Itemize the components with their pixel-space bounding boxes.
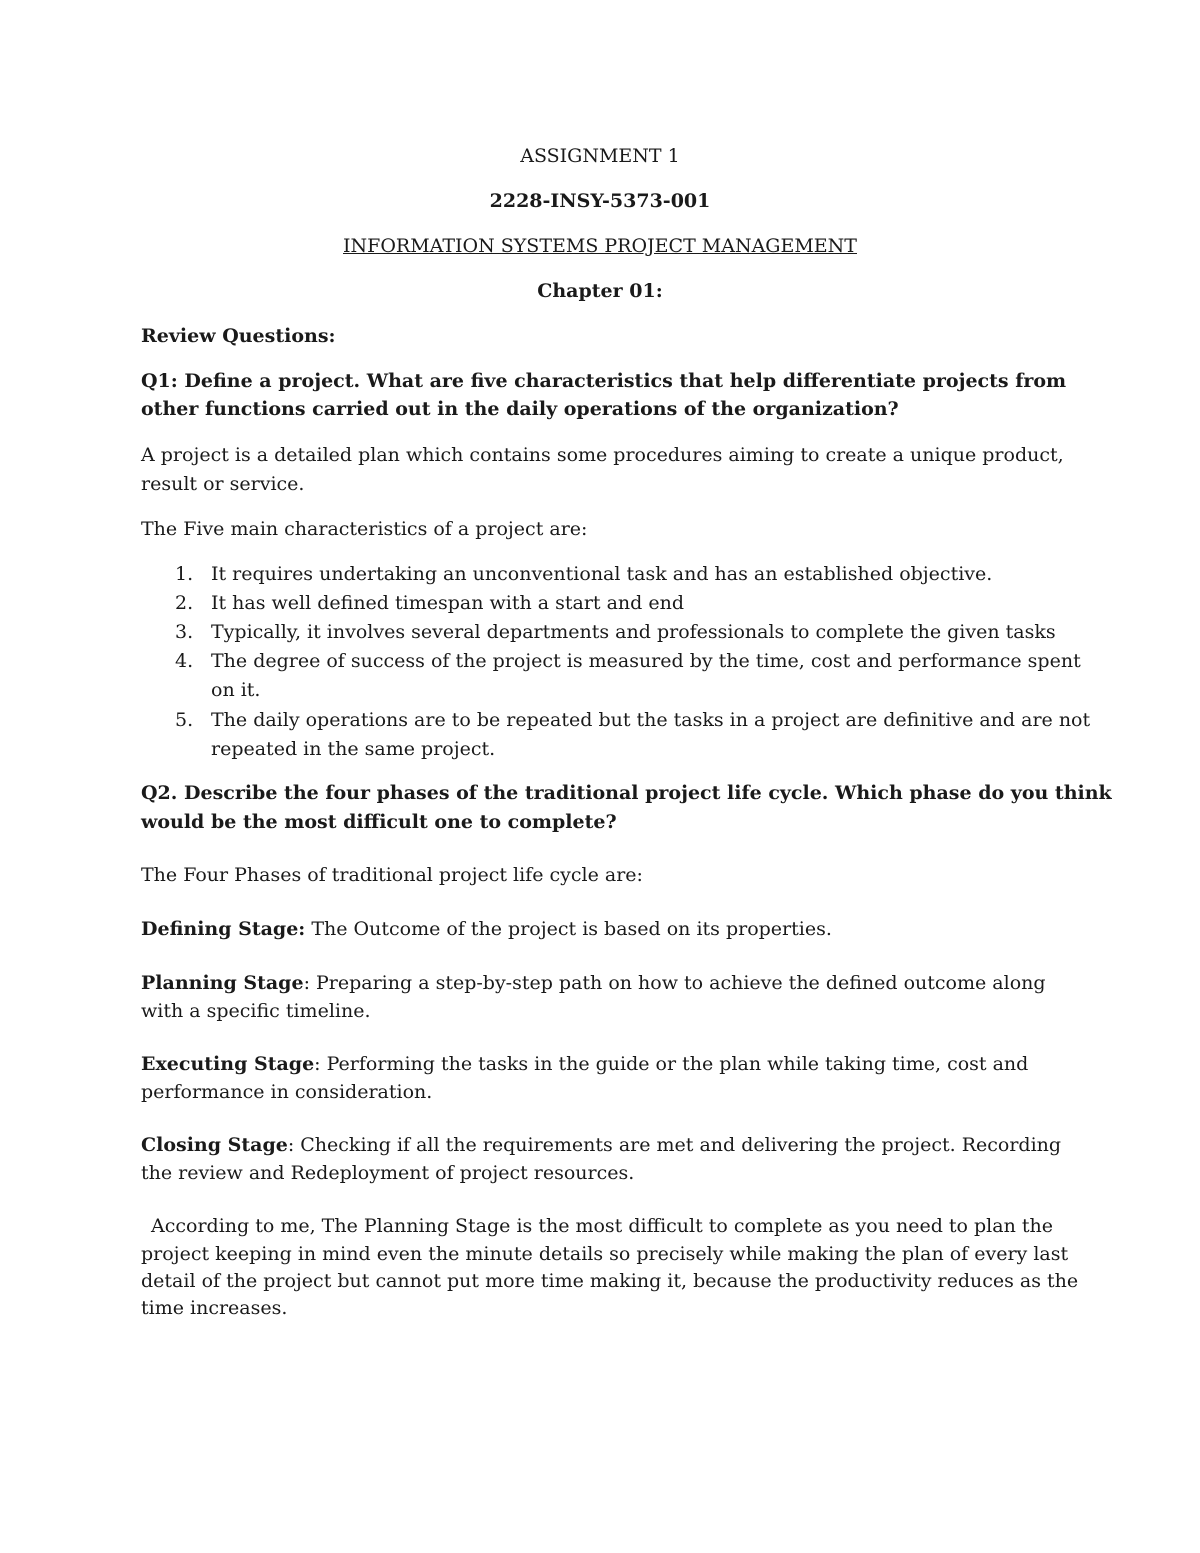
stage-description-continued: the review and Redeployment of project resources. (141, 1162, 635, 1184)
conclusion-line-2: project keeping in mind even the minute details so precisely while making the plan of every last (141, 1243, 1069, 1265)
stage-term: Executing Stage (141, 1053, 315, 1075)
list-item-text: It has well defined timespan with a start and end (211, 592, 684, 614)
assignment-title: ASSIGNMENT 1 (520, 145, 680, 167)
stage-description-continued: performance in consideration. (141, 1081, 433, 1103)
q1-question-line-2: other functions carried out in the daily operations of the organization? (141, 398, 899, 420)
list-item-text: The daily operations are to be repeated but the tasks in a project are definitive and are not (211, 709, 1091, 731)
stage-term: Defining Stage: (141, 918, 306, 940)
q1-answer-line-1: A project is a detailed plan which contains some procedures aiming to create a unique product, (141, 444, 1064, 466)
q2-question-line-2: would be the most difficult one to complete? (141, 811, 617, 833)
stage-executing (141, 1050, 1028, 1078)
course-code: 2228-INSY-5373-001 (489, 190, 711, 212)
q2-question-line-1: Q2. Describe the four phases of the traditional project life cycle. Which phase do you think (141, 782, 1112, 804)
q1-characteristics-intro: The Five main characteristics of a project are: (141, 518, 588, 540)
list-item-number: 4. (175, 650, 194, 672)
q1-question-line-1: Q1: Define a project. What are five characteristics that help differentiate projects from (141, 370, 1067, 392)
list-item-number: 2. (175, 592, 194, 614)
stage-description: The Outcome of the project is based on its properties. (305, 918, 832, 940)
list-item-text: It requires undertaking an unconventional task and has an established objective. (211, 563, 993, 585)
q2-phases-intro: The Four Phases of traditional project life cycle are: (141, 864, 643, 886)
conclusion-line-4: time increases. (141, 1297, 288, 1319)
stage-closing (141, 1131, 1061, 1159)
stage-planning (141, 969, 1046, 997)
list-item-text-continued: repeated in the same project. (211, 738, 496, 760)
chapter-heading: Chapter 01: (537, 280, 663, 302)
list-item-text: The degree of success of the project is measured by the time, cost and performance spent (211, 650, 1081, 672)
conclusion-line-1: According to me, The Planning Stage is the most difficult to complete as you need to plan the (151, 1215, 1053, 1237)
stage-description: : Performing the tasks in the guide or the plan while taking time, cost and (314, 1053, 1029, 1075)
list-item-number: 1. (175, 563, 194, 585)
stage-description: : Preparing a step-by-step path on how to achieve the defined outcome along (303, 972, 1046, 994)
q1-answer-line-2: result or service. (141, 473, 305, 495)
list-item-text: Typically, it involves several departments and professionals to complete the given tasks (211, 621, 1056, 643)
course-title: INFORMATION SYSTEMS PROJECT MANAGEMENT (343, 235, 857, 257)
stage-defining (141, 915, 832, 943)
conclusion-line-3: detail of the project but cannot put more time making it, because the productivity reduces as the (141, 1270, 1079, 1292)
stage-term: Planning Stage (141, 972, 304, 994)
list-item-text-continued: on it. (211, 679, 261, 701)
review-questions-heading: Review Questions: (141, 325, 336, 347)
stage-description-continued: with a specific timeline. (141, 1000, 371, 1022)
list-item-number: 5. (175, 709, 194, 731)
stage-term: Closing Stage (141, 1134, 288, 1156)
stage-description: : Checking if all the requirements are met and delivering the project. Recording (287, 1134, 1062, 1156)
list-item-number: 3. (175, 621, 194, 643)
